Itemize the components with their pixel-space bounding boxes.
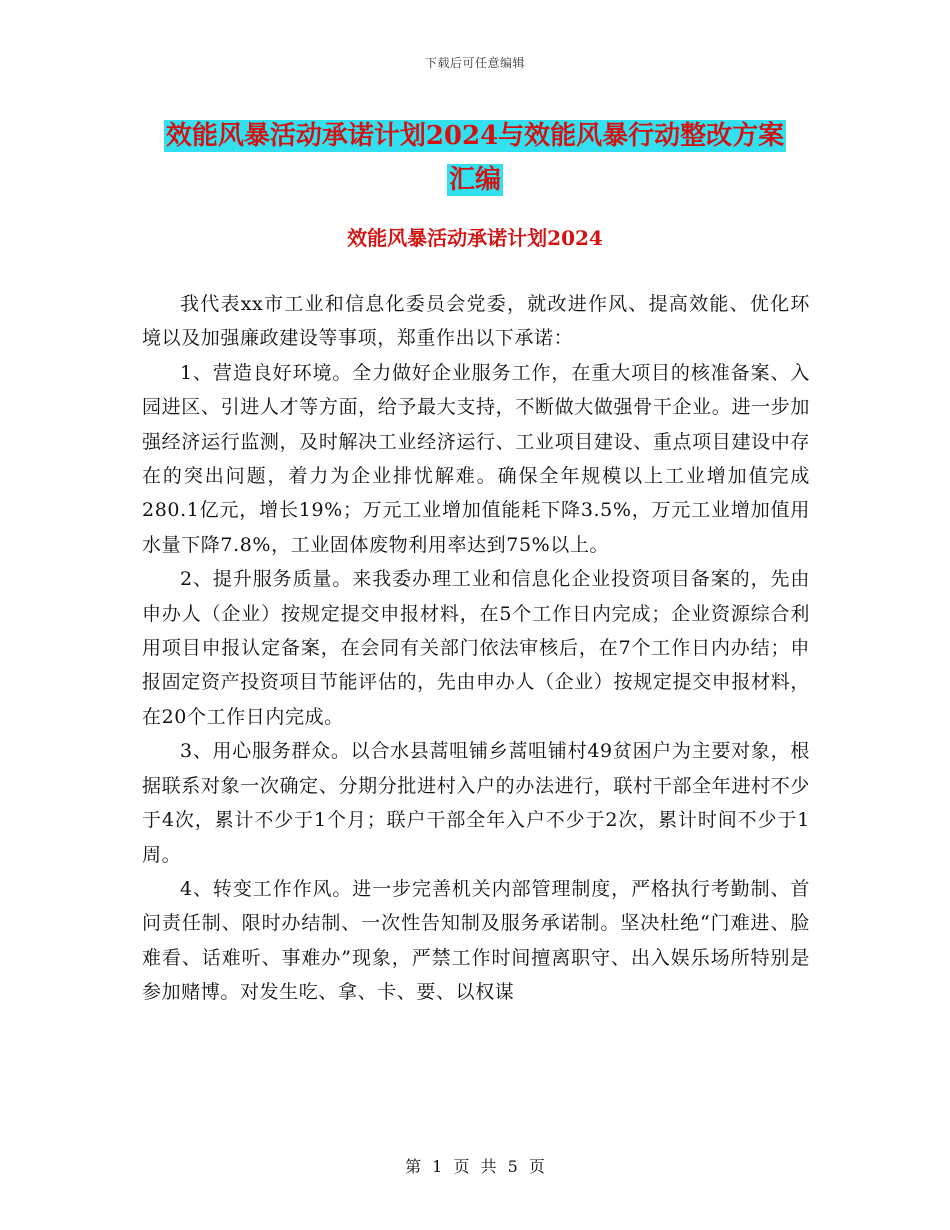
document-title — [120, 114, 830, 202]
document-body — [142, 287, 810, 1010]
paragraph-intro: 我代表xx市工业和信息化委员会党委，就改进作风、提高效能、优化环境以及加强廉政建设等事项，郑重作出以下承诺： — [142, 293, 810, 350]
paragraph-item-1: 1、营造良好环境。全力做好企业服务工作，在重大项目的核准备案、入园进区、引进人才等方面，给予最大支持，不断做大做强骨干企业。进一步加强经济运行监测，及时解决工业经济运行、工业项目建设、重点项目建设中存在的突出问题，着力为企业排忧解难。确保全年规模以上工业增加值完成280.1亿元，增长19%；万元工业增加值能耗下降3.5%，万元工业增加值用水量下降7.8%，工业固体废物利用率达到75%以上。 — [142, 361, 810, 556]
document-title-line-1: 效能风暴活动承诺计划2024与效能风暴行动整改方案 — [165, 121, 785, 151]
paragraph-item-3: 3、用心服务群众。以合水县蒿咀铺乡蒿咀铺村49贫困户为主要对象，根据联系对象一次确定、分期分批进村入户的办法进行，联村干部全年进村不少于4次，累计不少于1个月；联户干部全年入户不少于2次，累计时间不少于1周。 — [142, 740, 810, 866]
page-footer: 第 1 页 共 5 页 — [405, 1157, 545, 1176]
document-title-line-2: 汇编 — [448, 165, 501, 195]
paragraph-item-2: 2、提升服务质量。来我委办理工业和信息化企业投资项目备案的，先由申办人（企业）按规定提交申报材料，在5个工作日内完成；企业资源综合利用项目申报认定备案，在会同有关部门依法审核后，在7个工作日内办结；申报固定资产投资项目节能评估的，先由申办人（企业）按规定提交申报材料，在20个工作日内完成。 — [142, 568, 810, 728]
paragraph-item-4: 4、转变工作作风。进一步完善机关内部管理制度，严格执行考勤制、首问责任制、限时办结制、一次性告知制及服务承诺制。坚决杜绝“门难进、脸难看、话难听、事难办”现象，严禁工作时间擅离职守、出入娱乐场所特别是参加赌博。对发生吃、拿、卡、要、以权谋 — [142, 877, 810, 1004]
header-note: 下载后可任意编辑 — [424, 56, 525, 70]
section-title: 效能风暴活动承诺计划2024 — [347, 226, 603, 250]
